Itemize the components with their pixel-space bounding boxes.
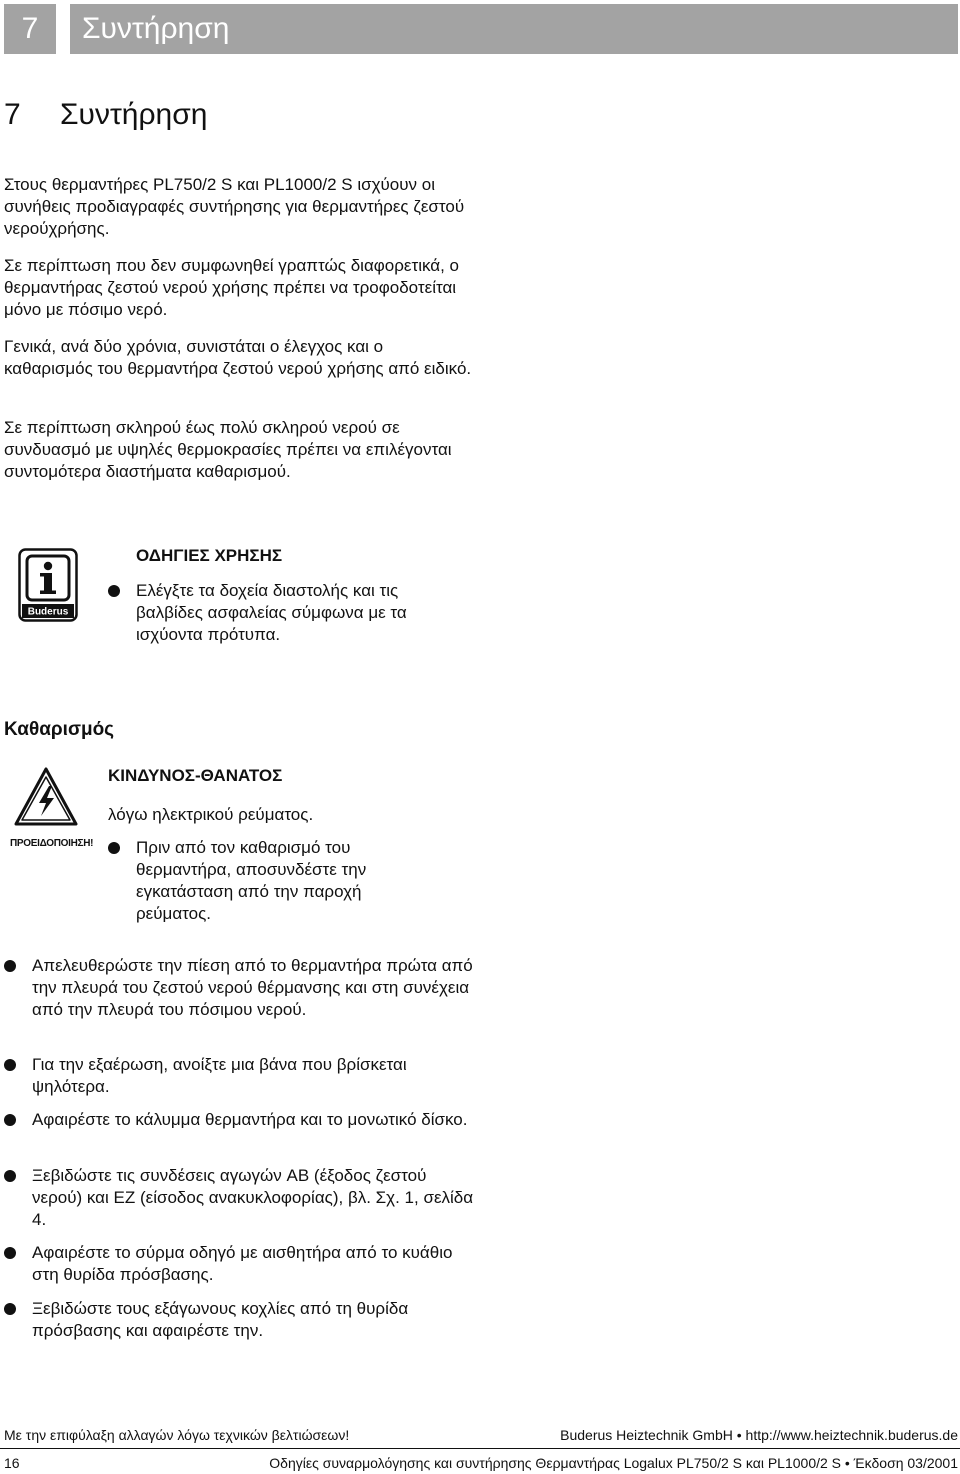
list-item [4, 1298, 474, 1342]
warning-bullet-text: Πριν από τον καθαρισμό του θερμαντήρα, αποσυνδέστε την εγκατάσταση από την παροχή ρεύματος. [136, 838, 367, 923]
warning-bullet [108, 837, 438, 925]
footer-disclaimer: Με την επιφύλαξη αλλαγών λόγω τεχνικών βελτιώσεων! [4, 1427, 350, 1443]
list-item [4, 1054, 474, 1098]
footer-divider [0, 1448, 960, 1449]
warning-label: ΠΡΟΕΙΔΟΠΟΙΗΣΗ! [10, 838, 94, 849]
bullet-icon [4, 960, 16, 972]
list-item [4, 1242, 474, 1286]
footer-company: Buderus Heiztechnik GmbH • http://www.heiztechnik.buderus.de [560, 1427, 958, 1443]
bullet-icon [4, 1303, 16, 1315]
notice-bullet [108, 580, 468, 646]
section-heading: Καθαρισμός [4, 719, 115, 740]
chapter-number-tab: 7 [4, 4, 56, 54]
list-item-text: Ξεβιδώστε τους εξάγωνους κοχλίες από τη θυρίδα πρόσβασης και αφαιρέστε την. [32, 1299, 409, 1340]
footer-doc-title: Οδηγίες συναρμολόγησης και συντήρησης Θερμαντήρας Logalux PL750/2 S και PL1000/2 S • Έκδοση 03/2001 [269, 1455, 958, 1471]
list-item-text: Απελευθερώστε την πίεση από το θερμαντήρα πρώτα από την πλευρά του ζεστού νερού θέρμανσης και στη συνέχεια από την πλευρά του πόσιμου νερού. [32, 956, 473, 1019]
paragraph: Στους θερμαντήρες PL750/2 S και PL1000/2 S ισχύουν οι συνήθεις προδιαγραφές συντήρησης για θερμαντήρες ζεστού νερούχρήσης. [4, 175, 465, 238]
list-item [4, 1109, 474, 1131]
notice-bullet-text: Ελέγξτε τα δοχεία διαστολής και τις βαλβίδες ασφαλείας σύμφωνα με τα ισχύοντα πρότυπα. [136, 581, 407, 644]
page-title-number: 7 [4, 98, 21, 131]
list-item-text: Για την εξαέρωση, ανοίξτε μια βάνα που βρίσκεται ψηλότερα. [32, 1055, 407, 1096]
page-number: 16 [4, 1455, 20, 1471]
chapter-title-bar: Συντήρηση [70, 4, 958, 54]
page-title [4, 98, 207, 132]
paragraph: Σε περίπτωση που δεν συμφωνηθεί γραπτώς διαφορετικά, ο θερμαντήρας ζεστού νερού χρήσης πρέπει να τροφοδοτείται μόνο με πόσιμο νερό. [4, 256, 460, 319]
bullet-icon [4, 1170, 16, 1182]
notice-title: ΟΔΗΓΙΕΣ ΧΡΗΣΗΣ [136, 546, 283, 565]
bullet-icon [108, 842, 120, 854]
paragraph: Σε περίπτωση σκληρού έως πολύ σκληρού νερού σε συνδυασμό με υψηλές θερμοκρασίες πρέπει να επιλέγονται συντομότερα διαστήματα καθαρισμού. [4, 418, 452, 481]
brand-logo-text: Buderus [27, 606, 69, 618]
bullet-icon [4, 1059, 16, 1071]
warning-title: ΚΙΝΔΥΝΟΣ-ΘΑΝΑΤΟΣ [108, 766, 283, 785]
warning-subtitle: λόγω ηλεκτρικού ρεύματος. [108, 805, 314, 824]
paragraph: Γενικά, ανά δύο χρόνια, συνιστάται ο έλεγχος και ο καθαρισμός του θερμαντήρα ζεστού νερού χρήσης από ειδικό. [4, 337, 472, 378]
bullet-icon [108, 585, 120, 597]
list-item-text: Αφαιρέστε το κάλυμμα θερμαντήρα και το μονωτικό δίσκο. [32, 1110, 468, 1129]
info-icon [18, 548, 78, 622]
electric-hazard-icon [14, 766, 78, 828]
bullet-icon [4, 1114, 16, 1126]
bullet-icon [4, 1247, 16, 1259]
list-item [4, 1165, 474, 1231]
page-title-text: Συντήρηση [60, 98, 208, 131]
list-item-text: Ξεβιδώστε τις συνδέσεις αγωγών AB (έξοδος ζεστού νερού) και EZ (είσοδος ανακυκλοφορίας), βλ. Σχ. 1, σελίδα 4. [32, 1166, 474, 1229]
list-item-text: Αφαιρέστε το σύρμα οδηγό με αισθητήρα από το κυάθιο στη θυρίδα πρόσβασης. [32, 1243, 453, 1284]
list-item [4, 955, 474, 1021]
